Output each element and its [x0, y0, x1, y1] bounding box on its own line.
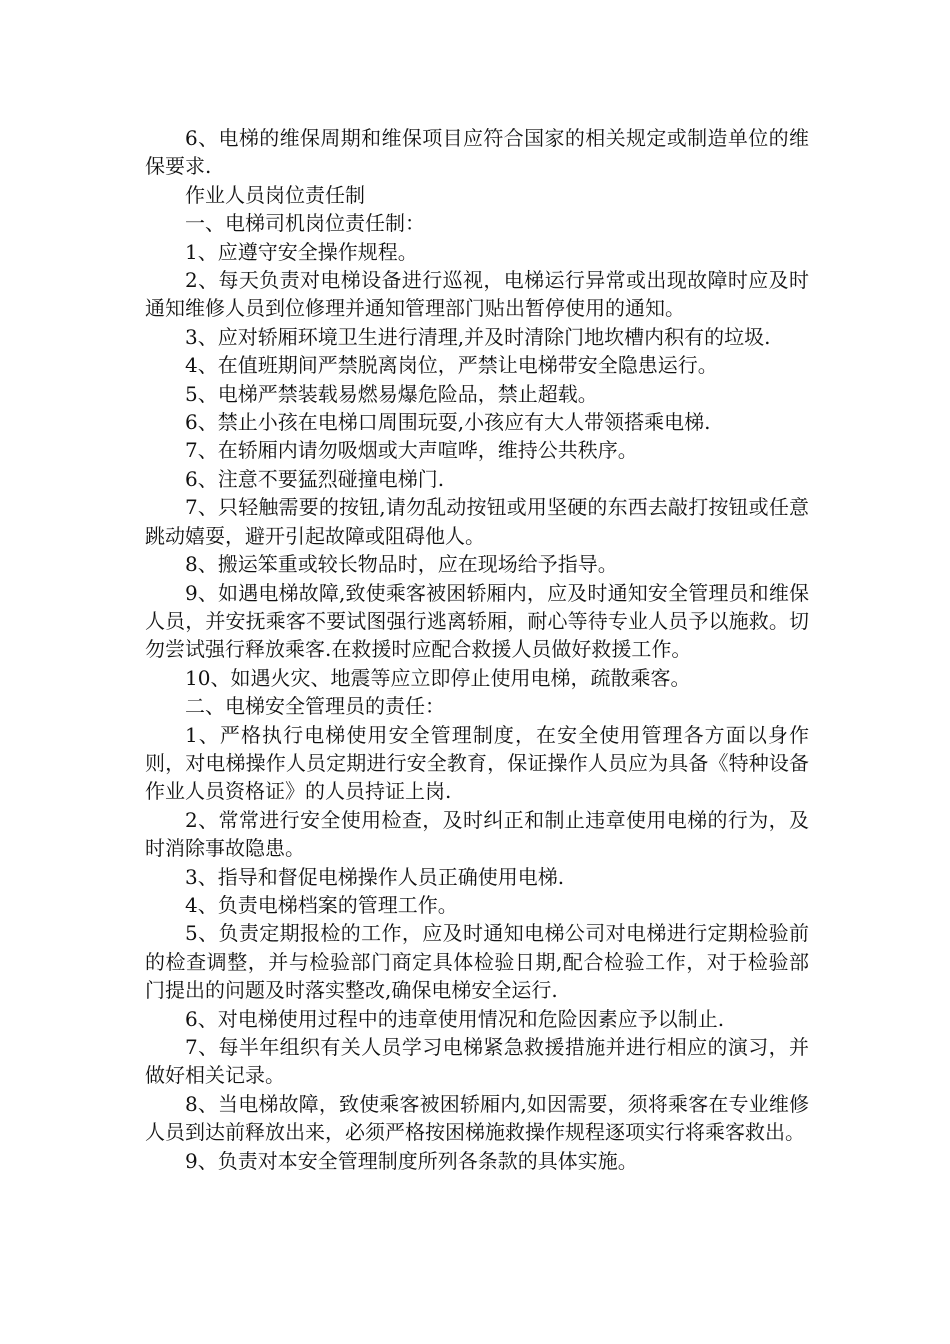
section-heading-safety-manager: 二、电梯安全管理员的责任：	[185, 694, 445, 719]
list-item: 3、指导和督促电梯操作人员正确使用电梯.	[185, 864, 565, 889]
paragraph-maintenance-cycle: 6、电梯的维保周期和维保项目应符合国家的相关规定或制造单位的维保要求.	[145, 126, 809, 179]
list-item: 7、在轿厢内请勿吸烟或大声喧哗，维持公共秩序。	[185, 438, 638, 463]
list-item: 4、负责电梯档案的管理工作。	[185, 892, 458, 917]
list-item: 6、对电梯使用过程中的违章使用情况和危险因素应予以制止.	[185, 1006, 725, 1031]
list-item: 5、负责定期报检的工作，应及时通知电梯公司对电梯进行定期检验前的检查调整，并与检验部门商定具体检验日期,配合检验工作，对于检验部门提出的问题及时落实整改,确保电梯安全运行.	[145, 921, 809, 1003]
list-item: 1、应遵守安全操作规程。	[185, 239, 418, 264]
list-item: 2、每天负责对电梯设备进行巡视，电梯运行异常或出现故障时应及时通知维修人员到位修理并通知管理部门贴出暂停使用的通知。	[145, 268, 809, 321]
list-item: 7、只轻触需要的按钮,请勿乱动按钮或用坚硬的东西去敲打按钮或任意跳动嬉耍，避开引起故障或阻碍他人。	[145, 495, 809, 548]
list-item: 4、在值班期间严禁脱离岗位，严禁让电梯带安全隐患运行。	[185, 353, 718, 378]
list-item: 3、应对轿厢环境卫生进行清理,并及时清除门地坎槽内积有的垃圾.	[185, 324, 771, 349]
list-item: 5、电梯严禁装载易燃易爆危险品，禁止超载。	[185, 381, 598, 406]
document-body	[145, 124, 809, 1175]
section-heading-elevator-operator: 一、电梯司机岗位责任制：	[185, 211, 425, 236]
list-item: 1、严格执行电梯使用安全管理制度，在安全使用管理各方面以身作则，对电梯操作人员定期进行安全教育，保证操作人员应为具备《特种设备作业人员资格证》的人员持证上岗.	[145, 722, 809, 804]
list-item: 9、负责对本安全管理制度所列各条款的具体实施。	[185, 1148, 638, 1173]
list-item: 10、如遇火灾、地震等应立即停止使用电梯，疏散乘客。	[185, 665, 691, 690]
list-item: 9、如遇电梯故障,致使乘客被困轿厢内，应及时通知安全管理员和维保人员，并安抚乘客不要试图强行逃离轿厢，耐心等待专业人员予以施救。切勿尝试强行释放乘客.在救援时应配合救援人员做好救援工作。	[145, 580, 809, 662]
list-item: 8、当电梯故障，致使乘客被困轿厢内,如因需要，须将乘客在专业维修人员到达前释放出来，必须严格按困梯施救操作规程逐项实行将乘客救出。	[145, 1091, 809, 1145]
list-item: 6、注意不要猛烈碰撞电梯门.	[185, 466, 445, 491]
list-item: 6、禁止小孩在电梯口周围玩耍,小孩应有大人带领搭乘电梯.	[185, 410, 711, 435]
section-heading-job-responsibility: 作业人员岗位责任制	[185, 182, 365, 207]
list-item: 8、搬运笨重或较长物品时，应在现场给予指导。	[185, 552, 618, 577]
list-item: 7、每半年组织有关人员学习电梯紧急救援措施并进行相应的演习，并做好相关记录。	[145, 1035, 809, 1088]
list-item: 2、常常进行安全使用检查，及时纠正和制止违章使用电梯的行为，及时消除事故隐患。	[145, 807, 809, 861]
